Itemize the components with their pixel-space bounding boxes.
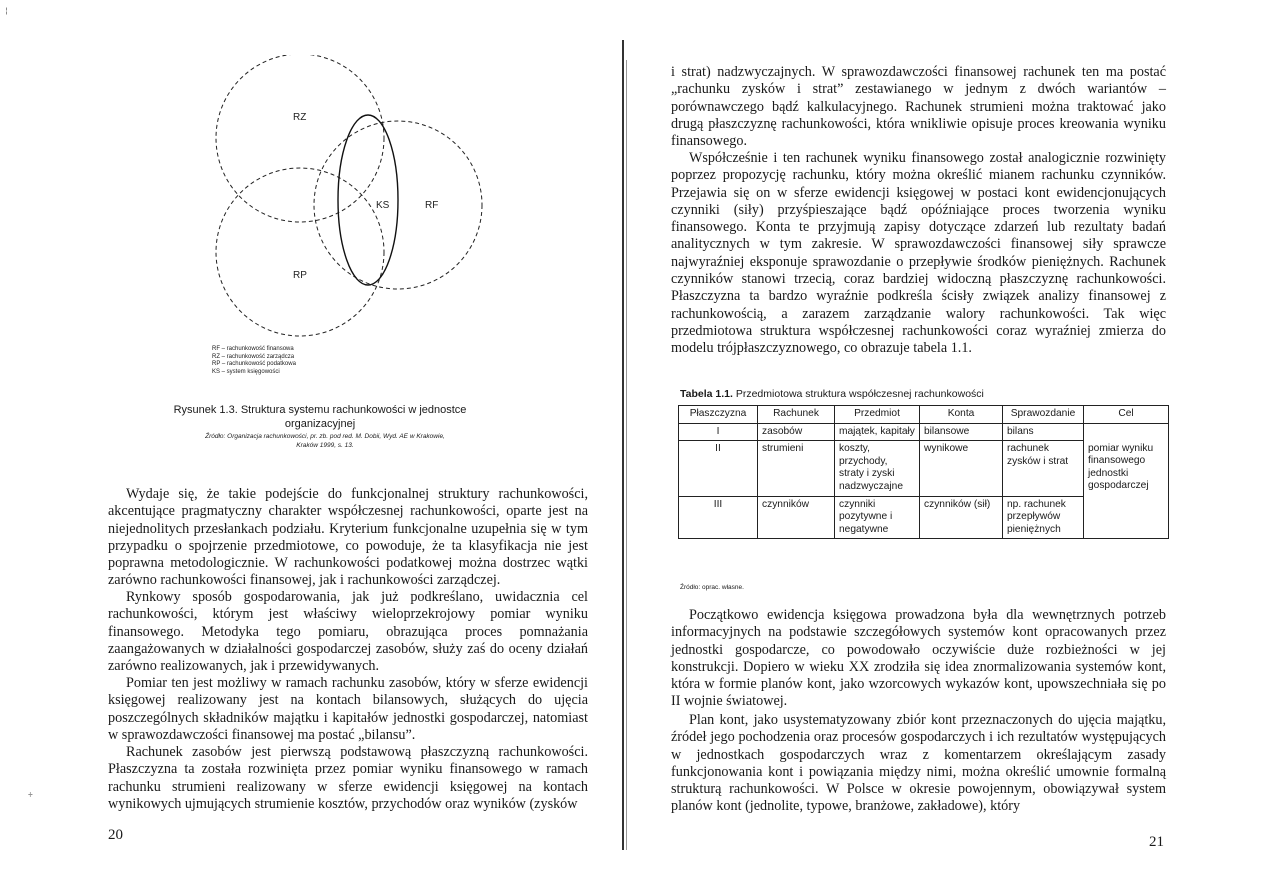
ks-label: KS — [376, 200, 390, 211]
gutter-line — [622, 40, 624, 850]
paragraph: Rachunek zasobów jest pierwszą podstawową płaszczyzną rachunkowości. Płaszczyzna ta została rozwinięta przez pomiar wyniku finansowego w ramach rachunku strumieni realizowany w sferze ewidencji księgowej na kontach wynikowych ujmujących strumienie kosztów, przychodów oraz wyników (zysków — [108, 744, 588, 812]
col-header: Cel — [1084, 406, 1169, 424]
paragraph: Początkowo ewidencja księgowa prowadzona była dla wewnętrznych potrzeb informacyjnych na podstawie szczegółowych systemów kont opracowanych przez jednostki gospodarcze, co powodowało oczywiście duże rozbieżności w jej konstrukcji. Dopiero w wieku XX zrodziła się idea znormalizowania systemów kont, która w formie planów kont, jako wzorcowych wykazów kont, upowszechniała się po II wojnie światowej. — [671, 607, 1166, 710]
paragraph: Rynkowy sposób gospodarowania, jak już podkreślano, uwidacznia cel rachunkowości, którym jest właściwy wieloprzekrojowy pomiar wyniku finansowego. Metodyka tego pomiaru, obrazująca proces pomnażania zaangażowanych w działalności gospodarczej zasobów, służy zaś do oceny działań zarówno realizowanych, jak i przewidywanych. — [108, 589, 588, 675]
col-header: Przedmiot — [835, 406, 920, 424]
venn-figure — [200, 55, 500, 345]
legend-item: RF – rachunkowość finansowa — [212, 346, 294, 352]
scan-mark: ¦ — [4, 6, 9, 15]
rp-label: RP — [293, 270, 307, 281]
figure-caption: Rysunek 1.3. Struktura systemu rachunkowości w jednostce organizacyjnej — [173, 404, 467, 430]
figure-source: Źródło: Organizacja rachunkowości, pr. zb. pod red. M. Dobii, Wyd. AE w Krakowie, Kraków 1999, s. 13. — [205, 433, 445, 449]
page-number: 20 — [108, 827, 123, 843]
col-header: Rachunek — [758, 406, 835, 424]
table-row: I zasobów majątek, kapitały bilansowe bilans — [679, 423, 1169, 441]
right-page — [626, 0, 1263, 893]
col-header: Płaszczyzna — [679, 406, 758, 424]
table-row: III czynników czynniki pozytywne i negatywne czynników (sił) np. rachunek przepływów pieniężnych — [679, 496, 1169, 539]
figure-legend — [212, 346, 296, 376]
legend-item: KS – system księgowości — [212, 368, 280, 375]
legend-item: RZ – rachunkowość zarządcza — [212, 353, 295, 360]
rf-label: RF — [425, 200, 439, 211]
page-number: 21 — [1149, 834, 1164, 850]
legend-item: RP – rachunkowość podatkowa — [212, 361, 296, 368]
paragraph: Wydaje się, że takie podejście do funkcjonalnej struktury rachunkowości, akcentujące pragmatyczny charakter współczesnej rachunkowości, oparte jest na niejednolitych przesłankach podziału. Kryterium funkcjonalne uzupełnia się w tym przypadku o spojrzenie przedmiotowe, co powoduje, że ta klasyfikacja nie jest poprawna metodologicznie. W rachunkowości podatkowej można dostrzec wątki zarówno rachunkowości finansowej, jak i rachunkowości zarządczej. — [108, 486, 588, 589]
rp-circle — [216, 168, 384, 336]
table-row: II strumieni koszty, przychody, straty i zyski nadzwyczajne wynikowe rachunek zysków i strat pomiar wyniku finansowego jednostki gospodarczej — [679, 441, 1169, 496]
left-page — [0, 0, 620, 893]
table-title: Tabela 1.1. Przedmiotowa struktura współczesnej rachunkowości — [680, 388, 984, 400]
col-header: Konta — [920, 406, 1003, 424]
structure-table — [678, 405, 1169, 539]
col-header: Sprawozdanie — [1003, 406, 1084, 424]
paragraph: i strat) nadzwyczajnych. W sprawozdawczości finansowej rachunek ten ma postać „rachunku zysków i strat” zestawianego w jednym z dwóch wariantów – porównawczego bądź kalkulacyjnego. Rachunek strumieni można traktować jako drugą płaszczyznę rachunkowości, która wnikliwie opisuje proces kreowania wyniku finansowego. — [671, 64, 1166, 150]
paragraph: Pomiar ten jest możliwy w ramach rachunku zasobów, który w sferze ewidencji księgowej realizowany jest na kontach bilansowych, służących do ujęcia poszczególnych składników majątku i kapitałów jednostki gospodarczej, natomiast w sprawozdawczości finansowej ma postać „bilansu”. — [108, 675, 588, 743]
scan-mark: ÷ — [28, 790, 33, 799]
paragraph: Plan kont, jako usystematyzowany zbiór kont przeznaczonych do ujęcia majątku, źródeł jego pochodzenia oraz procesów gospodarczych i ich rezultatów występujących w jednostkach gospodarczych wraz z komentarzem określającym zasady funkcjonowania kont i powiązania między nimi, można określić umownie formalną strukturą rachunkowości. W Polsce w okresie powojennym, obowiązywał system planów kont (jednolite, typowe, branżowe, zakładowe), który — [671, 712, 1166, 815]
rz-circle — [216, 55, 384, 222]
rz-label: RZ — [293, 112, 307, 123]
paragraph: Współcześnie i ten rachunek wyniku finansowego został analogicznie rozwinięty poprzez propozycję rachunku, który można określić mianem rachunku czynników. Przejawia się on w sferze ewidencji księgowej w postaci kont ewidencjonujących czynniki (siły) przyśpieszające bądź opóźniające proces tworzenia wyniku finansowego. Konta te przyjmują zapisy dotyczące zdarzeń lub rezultaty badań analitycznych w tym zakresie. W sprawozdawczości finansowej siły sprawcze najwyraźniej eksponuje sprawozdanie o przepływie środków pieniężnych. Rachunek czynników stanowi trzecią, coraz bardziej widoczną płaszczyznę rachunkowości. Płaszczyzna ta bardzo wyraźnie podkreśla ścisły związek analizy finansowej z rachunkowością, a zarazem zarządzanie walory rachunkowości. Tak więc przedmiotowa struktura współczesnej rachunkowości coraz wyraźniej zmierza do modelu trójpłaszczyznowego, co obrazuje tabela 1.1. — [671, 150, 1166, 357]
table-header-row — [679, 406, 1169, 424]
goal-cell: pomiar wyniku finansowego jednostki gospodarczej — [1084, 441, 1169, 539]
table-source: Źródło: oprac. własne. — [680, 584, 744, 591]
